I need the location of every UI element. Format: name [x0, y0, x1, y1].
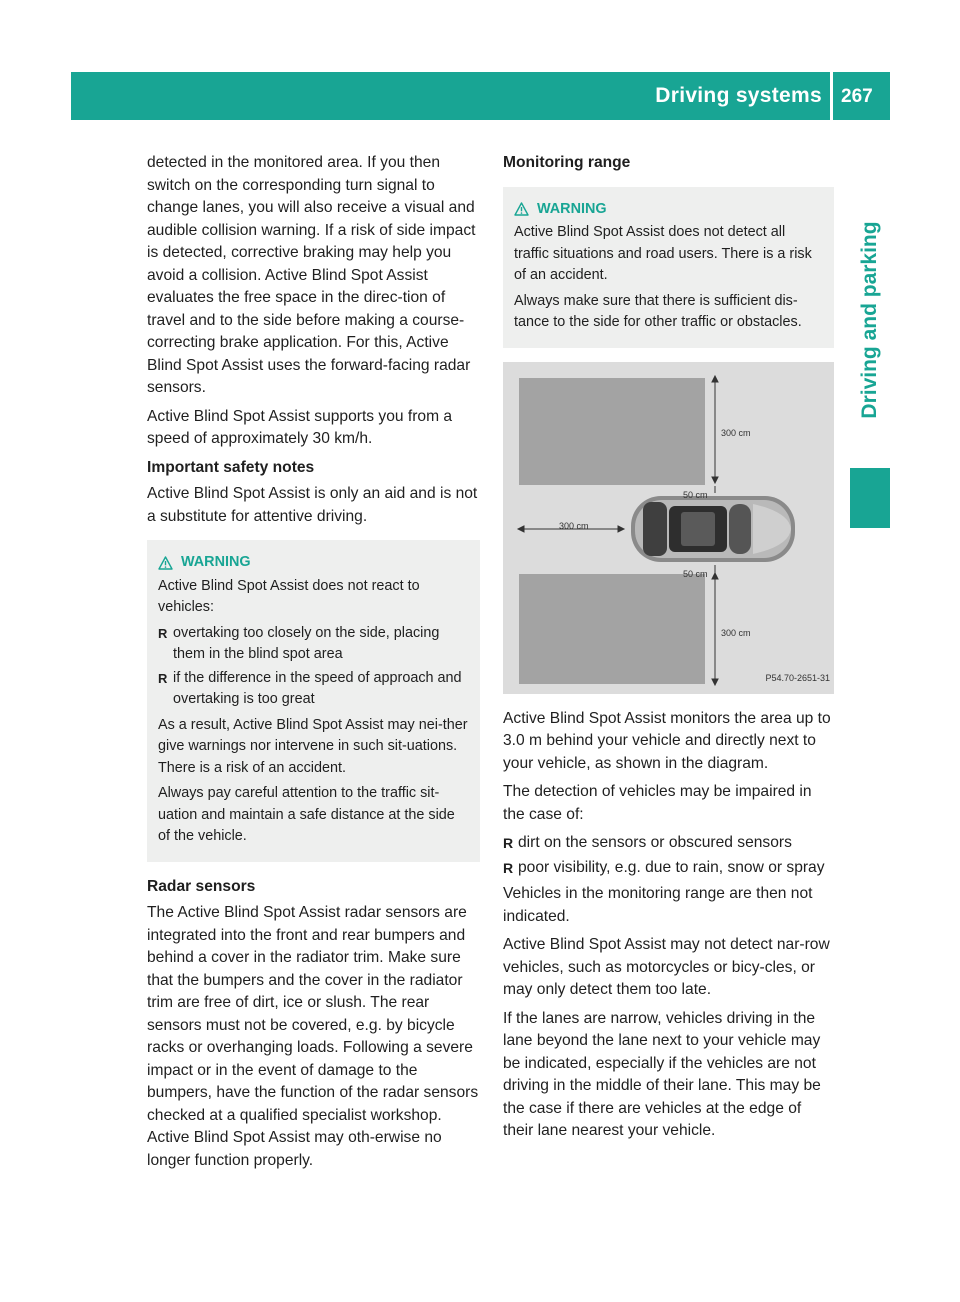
- list-item: R poor visibility, e.g. due to rain, snow or spray: [503, 857, 834, 880]
- warning-text: Always make sure that there is sufficient dis-tance to the side for other traffic or obstacles.: [514, 292, 802, 330]
- warning-text: Always pay careful attention to the traffic sit-uation and maintain a safe distance at the side of the vehicle.: [158, 785, 455, 844]
- paragraph: The Active Blind Spot Assist radar sensors are integrated into the front and rear bumpers and behind a cover in the radiator trim. Make sure that the bumpers and the cover in the radiator trim are free of dirt, ice or slush. The rear sensors must not be covered, e.g. by bicycle racks or overhanging loads. Following a severe impact or in the event of damage to the bumpers, have the function of the radar sensors checked at a qualified specialist workshop. Active Blind Spot Assist may oth-erwise no longer function properly.: [147, 904, 479, 1169]
- page-number: 267: [841, 86, 873, 107]
- impairment-bullet-list: [503, 832, 834, 879]
- warning-title: WARNING: [537, 200, 607, 217]
- heading-monitoring-range: Monitoring range: [503, 154, 631, 171]
- paragraph: Active Blind Spot Assist supports you from a speed of approximately 30 km/h.: [147, 407, 453, 447]
- heading-radar-sensors: Radar sensors: [147, 877, 256, 895]
- header-divider: [830, 72, 833, 120]
- diagram-code: P54.70-2651-31: [765, 673, 830, 683]
- paragraph: Active Blind Spot Assist may not detect nar-row vehicles, such as motorcycles or bicy-cles, or may only detect them too late.: [503, 936, 830, 998]
- warning-header: [514, 199, 824, 221]
- car-top-view-icon: [631, 496, 795, 562]
- warning-title: WARNING: [181, 554, 251, 570]
- warning-header: [158, 552, 470, 574]
- list-item: R if the difference in the speed of approach and overtaking is too great: [158, 668, 470, 711]
- dimension-label-300-top: 300 cm: [721, 427, 751, 438]
- paragraph: Active Blind Spot Assist is only an aid and is not a substitute for attentive driving.: [147, 485, 478, 525]
- heading-safety-notes: Important safety notes: [147, 458, 315, 476]
- warning-triangle-icon: [158, 556, 173, 570]
- side-tab-marker: [850, 468, 890, 528]
- dimension-label-300-left: 300 cm: [559, 520, 589, 531]
- warning-box: [147, 540, 480, 862]
- warning-box: [503, 187, 834, 348]
- diagram-drawing: [503, 362, 834, 694]
- list-item: R dirt on the sensors or obscured sensors: [503, 832, 834, 855]
- right-column: [503, 152, 834, 1149]
- warning-triangle-icon: [514, 202, 529, 216]
- section-title: Driving systems: [655, 84, 822, 107]
- side-tab-label: Driving and parking: [858, 221, 881, 419]
- dimension-label-50-top: 50 cm: [683, 489, 708, 500]
- paragraph: The detection of vehicles may be impaired in the case of:: [503, 783, 812, 823]
- warning-text: Active Blind Spot Assist does not detect all traffic situations and road users. There is a risk of an accident.: [514, 224, 812, 283]
- dimension-label-50-bottom: 50 cm: [683, 568, 708, 579]
- monitoring-range-diagram: [503, 362, 834, 694]
- paragraph: If the lanes are narrow, vehicles driving in the lane beyond the lane next to your vehicle may be indicated, especially if the vehicles are not driving in the middle of their lane. This may be the case if there are vehicles at the edge of their lane nearest your vehicle.: [503, 1009, 821, 1139]
- paragraph: detected in the monitored area. If you then switch on the corresponding turn signal to change lanes, you will also receive a visual and audible collision warning. If a risk of side impact is detected, corrective braking may help you avoid a collision. Active Blind Spot Assist evaluates the free space in the direc-tion of travel and to the side before making a course-correcting brake application. For this, Active Blind Spot Assist uses the forward-facing radar sensors.: [147, 154, 476, 396]
- dimension-label-300-bottom: 300 cm: [721, 627, 751, 638]
- paragraph: Vehicles in the monitoring range are then not indicated.: [503, 885, 813, 925]
- warning-text: Active Blind Spot Assist does not react to vehicles:: [158, 577, 420, 615]
- monitoring-zone-right: [519, 574, 705, 684]
- list-item: R overtaking too closely on the side, placing them in the blind spot area: [158, 623, 470, 666]
- warning-text: As a result, Active Blind Spot Assist may nei-ther give warnings nor intervene in such sit-uations. There is a risk of an accident.: [158, 716, 468, 776]
- paragraph: Active Blind Spot Assist monitors the area up to 3.0 m behind your vehicle and directly next to your vehicle, as shown in the diagram.: [503, 709, 831, 772]
- left-column: [147, 152, 480, 1178]
- monitoring-zone-left: [519, 378, 705, 485]
- warning-bullet-list: [158, 623, 470, 711]
